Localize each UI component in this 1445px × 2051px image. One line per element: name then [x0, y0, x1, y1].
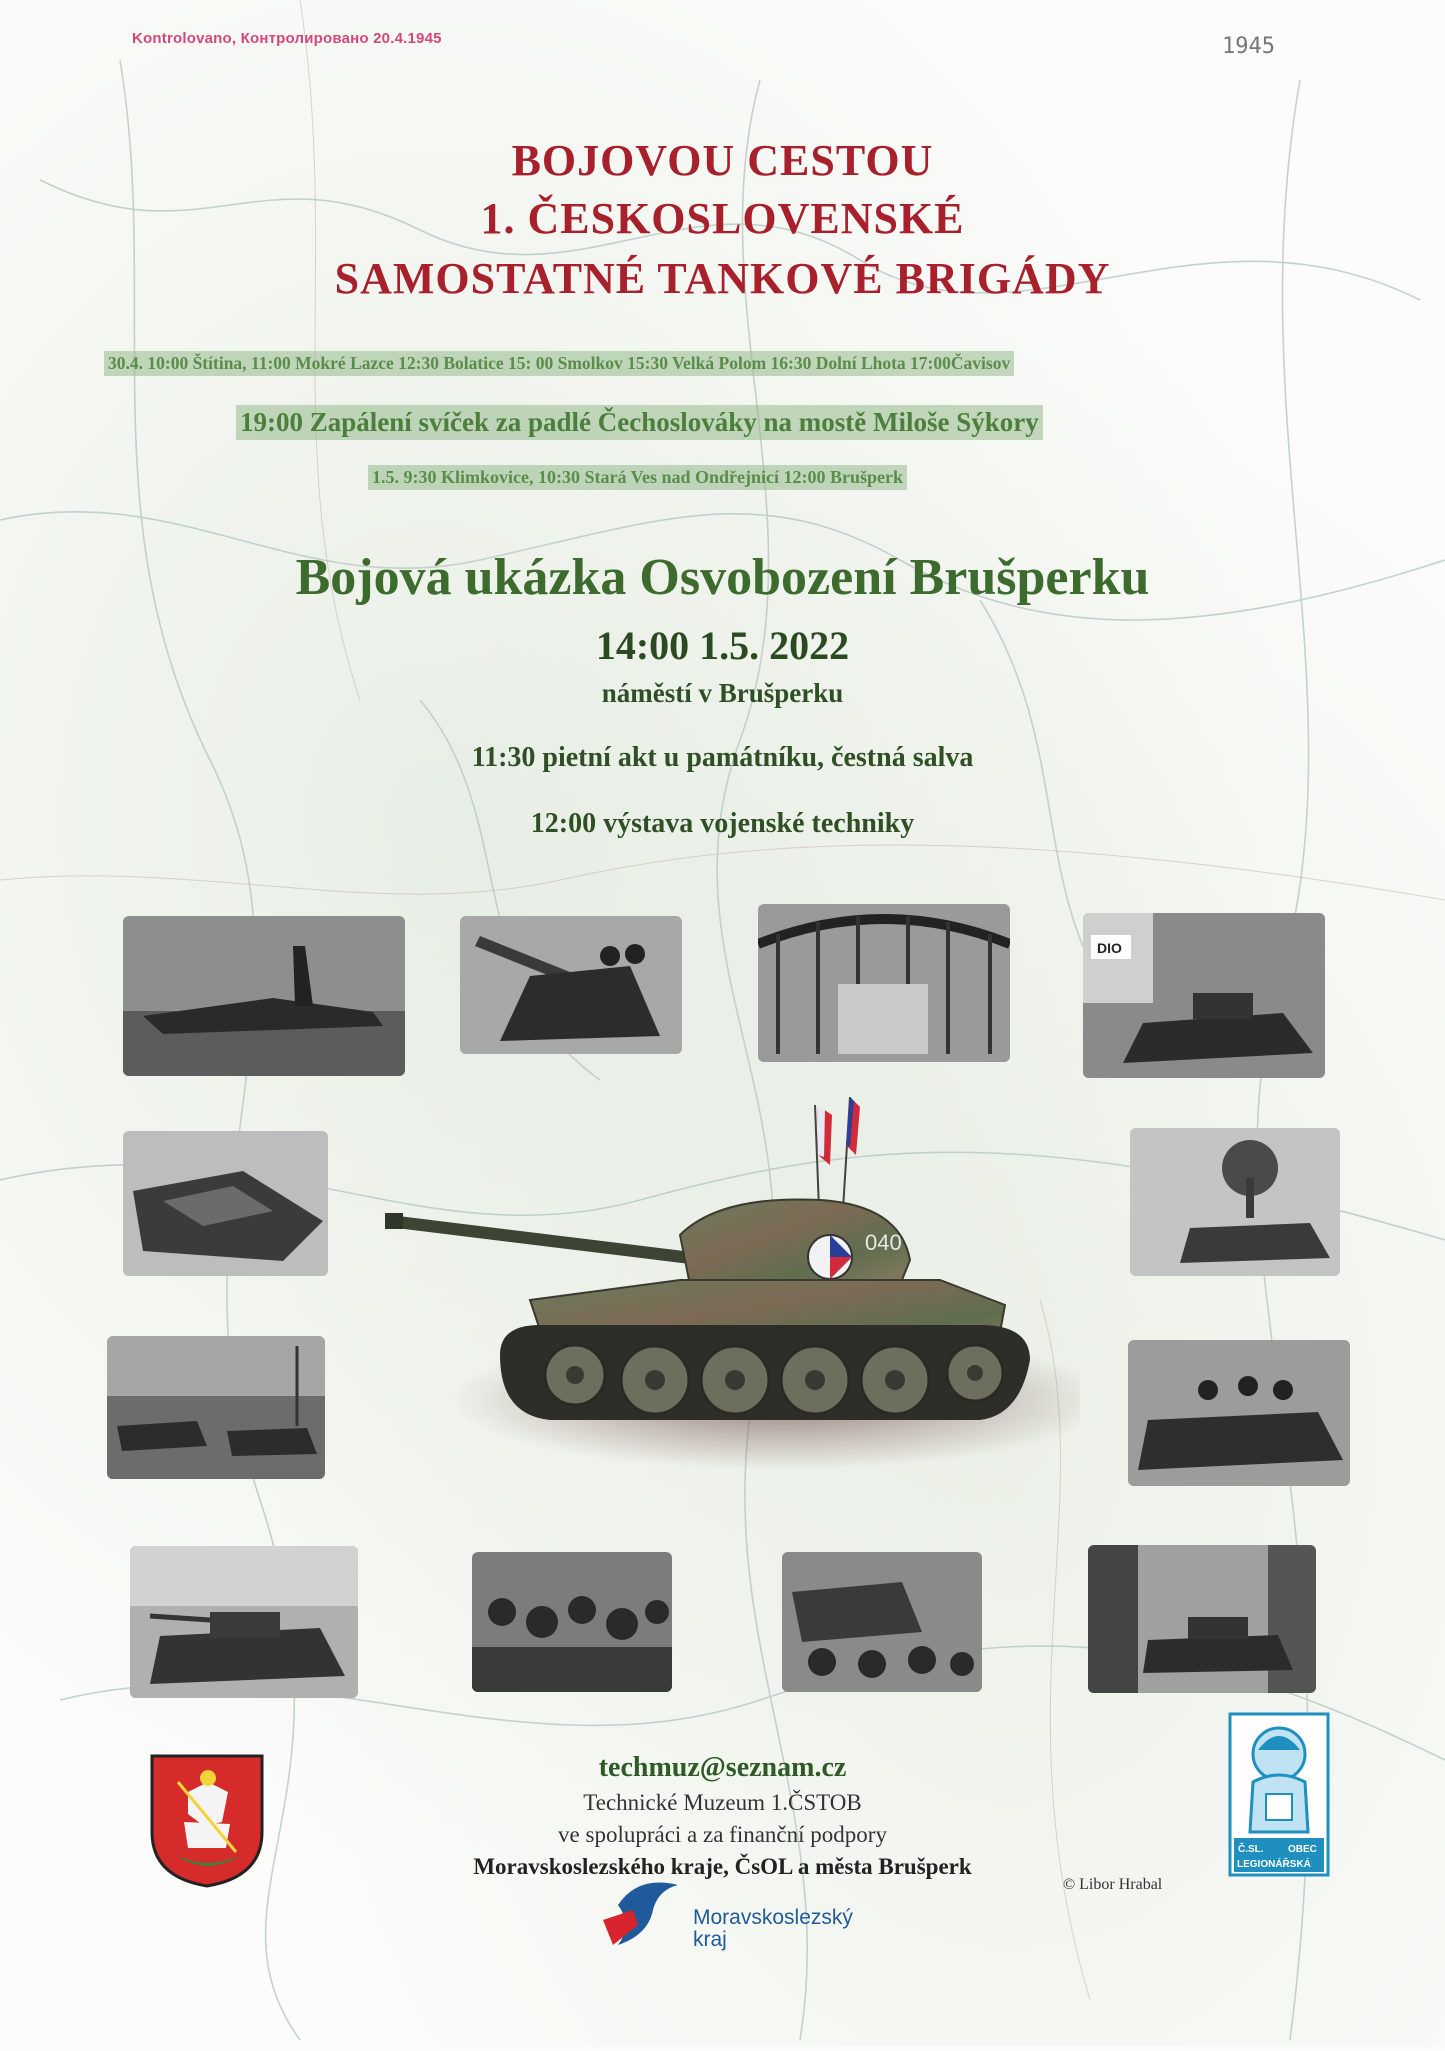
dio-sign: DIO [1097, 940, 1122, 956]
schedule-candles: 19:00 Zapálení svíček za padlé Čechoslováky na mostě Miloše Sýkory [236, 405, 1043, 440]
event-headline: Bojová ukázka Osvobození Brušperku [295, 549, 1150, 606]
event-datetime: 14:00 1.5. 2022 [595, 623, 850, 668]
event-ceremony: 11:30 pietní akt u památníku, čestná salva [471, 742, 974, 773]
photo-crowd-2 [782, 1552, 982, 1692]
region-logo-text [693, 1907, 853, 1951]
legion-logo [1228, 1712, 1330, 1877]
photo-tank-040-street [130, 1546, 358, 1698]
photo-tank-tree [1130, 1128, 1340, 1276]
photo-crowd-1 [472, 1552, 672, 1692]
photo-tank-town [1083, 913, 1325, 1078]
region-name-line1: Moravskoslezský [693, 1906, 853, 1929]
tank-illustration [380, 1085, 1080, 1475]
photo-tank-soldiers [1128, 1340, 1350, 1486]
contact-sponsors: Moravskoslezského kraje, ČsOL a města Brušperk [473, 1854, 972, 1879]
event-exhibition: 12:00 výstava vojenské techniky [530, 808, 915, 839]
region-logo-icon [598, 1875, 688, 1955]
tank-number: 040 [865, 1230, 902, 1255]
region-name-line2: kraj [693, 1928, 727, 1951]
schedule-day1: 30.4. 10:00 Štítina, 11:00 Mokré Lazce 12:30 Bolatice 15: 00 Smolkov 15:30 Velká Polom 16:30 Dolní Lhota 17:00Čavisov [104, 351, 1014, 376]
legion-text-left: Č.SL. [1238, 1844, 1264, 1855]
photo-field-gun [460, 916, 682, 1054]
photo-destroyed-tank [123, 1131, 328, 1276]
legion-text-bottom: LEGIONÁŘSKÁ [1237, 1859, 1311, 1870]
schedule-day2: 1.5. 9:30 Klimkovice, 10:30 Stará Ves nad Ondřejnicí 12:00 Brušperk [368, 465, 907, 490]
contact-email[interactable]: techmuz@seznam.cz [598, 1752, 847, 1783]
contact-support: ve spolupráci a za finanční podpory [558, 1822, 887, 1847]
legion-text-right: OBEC [1288, 1844, 1317, 1855]
control-stamp: Kontrolovano, Контролировано 20.4.1945 [132, 30, 442, 47]
photo-credit: © Libor Hrabal [1063, 1876, 1163, 1893]
title-line-3: SAMOSTATNÉ TANKOVÉ BRIGÁDY [334, 254, 1111, 303]
year-label: 1945 [1222, 34, 1275, 59]
photo-wrecked-aircraft [123, 916, 405, 1076]
title-line-1: BOJOVOU CESTOU [511, 136, 934, 185]
photo-landscape-tanks [107, 1336, 325, 1479]
title-line-2: 1. ČESKOSLOVENSKÉ [480, 194, 965, 243]
photo-tank-avenue [1088, 1545, 1316, 1693]
event-place: náměstí v Brušperku [601, 678, 844, 708]
photo-bridge [758, 904, 1010, 1062]
contact-org: Technické Muzeum 1.ČSTOB [583, 1790, 862, 1815]
